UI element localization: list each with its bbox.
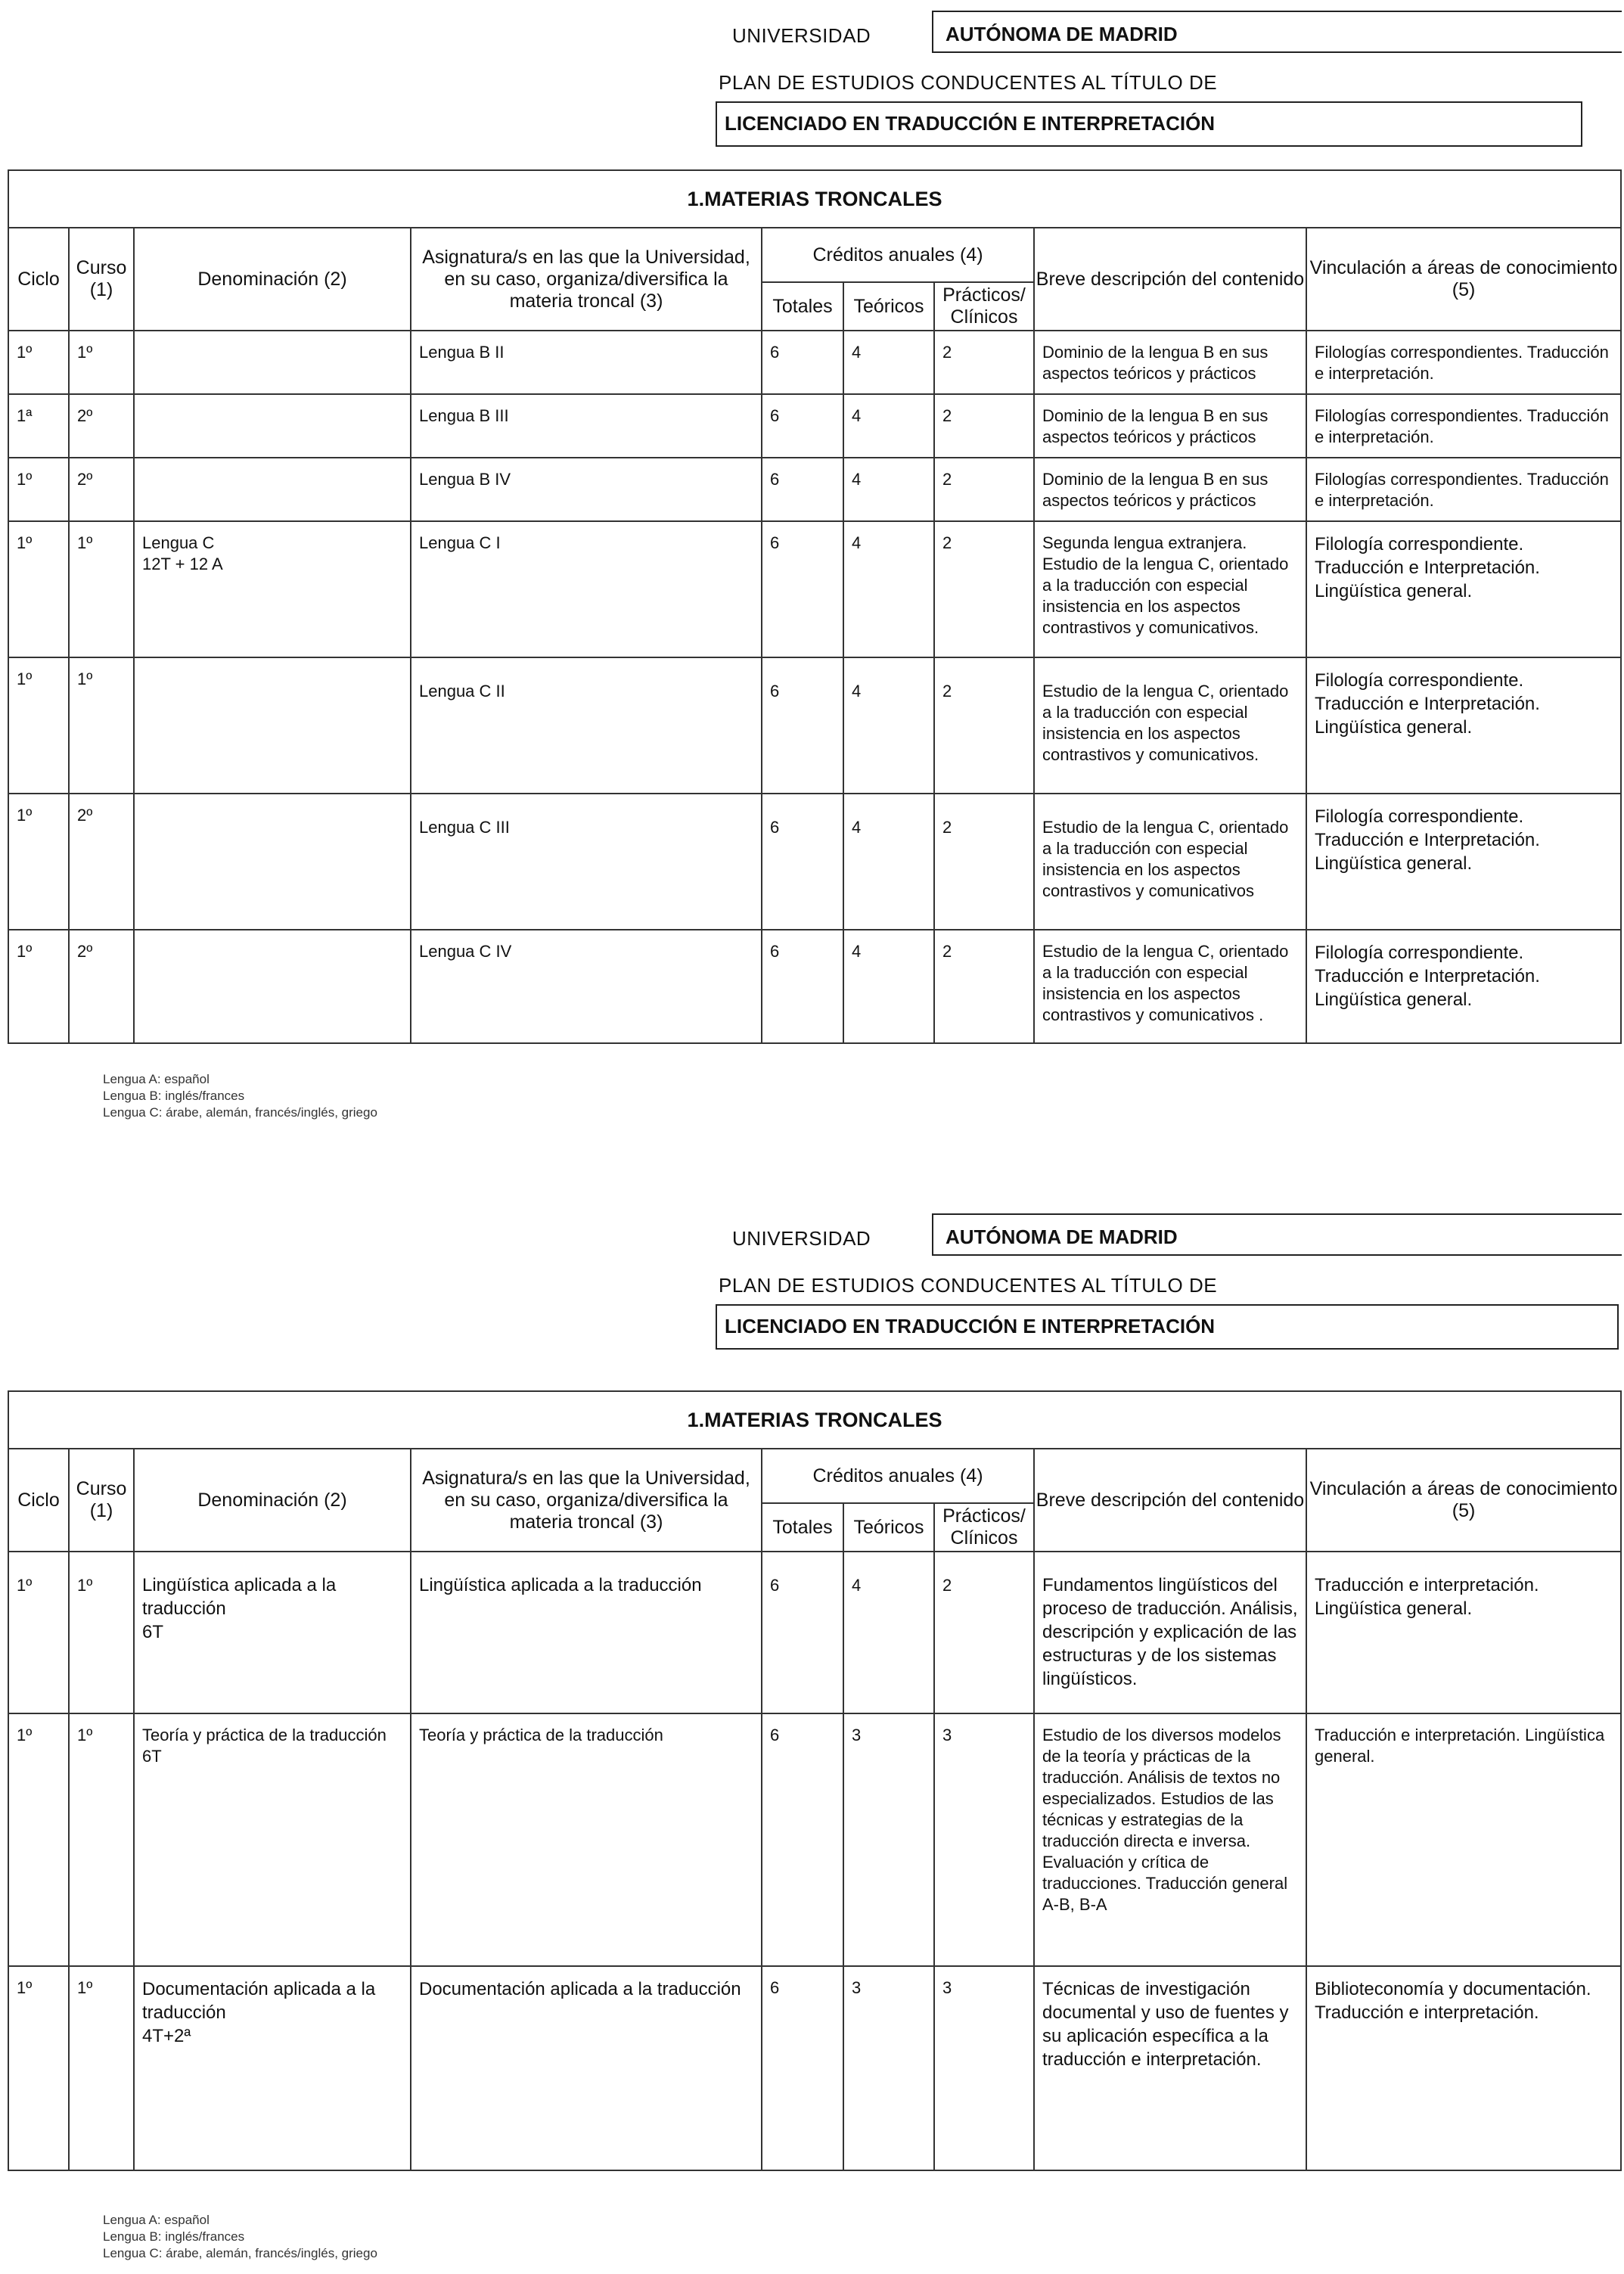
universidad-box (932, 1213, 1622, 1256)
cell-curso: 1º (77, 343, 93, 362)
cell-teoricos: 4 (852, 818, 862, 837)
cell-descripcion: Dominio de la lengua B en sus aspectos teóricos y prácticos (1042, 406, 1268, 446)
plan-label: PLAN DE ESTUDIOS CONDUCENTES AL TÍTULO DE (719, 71, 1218, 94)
col-ciclo: Ciclo (8, 228, 69, 331)
table-row (8, 458, 1621, 521)
cell-practicos: 2 (942, 942, 952, 961)
cell-denominacion (135, 395, 410, 405)
cell-denominacion (135, 331, 410, 342)
cell-vinculacion: Filología correspondiente. Traducción e Interpretación. Lingüística general. (1315, 943, 1540, 1010)
cell-denominacion: Documentación aplicada a la traducción 4T+2ª (142, 1979, 376, 2046)
cell-descripcion: Estudio de la lengua C, orientado a la traducción con especial insistencia en los aspectos contrastivos y comunicativos. (1042, 682, 1289, 764)
col-curso: Curso (1) (69, 228, 134, 331)
cell-totales: 6 (770, 470, 780, 489)
footnotes (103, 1071, 377, 1121)
col-totales: Totales (762, 1503, 843, 1552)
cell-vinculacion: Filología correspondiente. Traducción e Interpretación. Lingüística general. (1315, 534, 1540, 601)
universidad-value: AUTÓNOMA DE MADRID (946, 23, 1178, 45)
cell-asignatura: Lingüística aplicada a la traducción (419, 1575, 702, 1595)
cell-ciclo: 1º (17, 470, 33, 489)
cell-descripcion: Fundamentos lingüísticos del proceso de traducción. Análisis, descripción y explicación de las estructuras y de los sistemas lingüísticos. (1042, 1575, 1298, 1689)
titulo-value: LICENCIADO EN TRADUCCIÓN E INTERPRETACIÓN (725, 112, 1216, 135)
col-practicos: Prácticos/ Clínicos (934, 1503, 1034, 1552)
cell-descripcion: Técnicas de investigación documental y uso de fuentes y su aplicación específica a la traducción e interpretación. (1042, 1979, 1289, 2070)
cell-denominacion (135, 458, 410, 469)
cell-practicos: 3 (942, 1726, 952, 1744)
cell-teoricos: 4 (852, 406, 862, 425)
universidad-value: AUTÓNOMA DE MADRID (946, 1226, 1178, 1248)
footnote-lengua-b: Lengua B: inglés/frances (103, 1089, 245, 1103)
cell-asignatura: Documentación aplicada a la traducción (419, 1979, 741, 1999)
col-denominacion: Denominación (2) (134, 228, 411, 331)
cell-teoricos: 4 (852, 682, 862, 701)
cell-curso: 2º (77, 806, 93, 825)
cell-practicos: 2 (942, 470, 952, 489)
plan-label: PLAN DE ESTUDIOS CONDUCENTES AL TÍTULO DE (719, 1274, 1218, 1297)
cell-vinculacion: Traducción e interpretación. Lingüística general. (1315, 1726, 1605, 1766)
cell-curso: 1º (77, 1726, 93, 1744)
cell-asignatura: Lengua B III (419, 406, 509, 425)
cell-denominacion (135, 658, 410, 669)
cell-teoricos: 4 (852, 470, 862, 489)
cell-asignatura: Lengua C II (419, 682, 505, 701)
col-curso: Curso (1) (69, 1449, 134, 1552)
cell-curso: 1º (77, 669, 93, 688)
cell-totales: 6 (770, 406, 780, 425)
titulo-box (716, 1304, 1619, 1350)
cell-totales: 6 (770, 1978, 780, 1997)
col-vinculacion: Vinculación a áreas de conocimiento (5) (1306, 1449, 1621, 1552)
table-row (8, 1552, 1621, 1713)
cell-totales: 6 (770, 682, 780, 701)
cell-ciclo: 1º (17, 1726, 33, 1744)
cell-denominacion (135, 930, 410, 941)
cell-descripcion: Estudio de la lengua C, orientado a la traducción con especial insistencia en los aspectos contrastivos y comunicativos (1042, 818, 1289, 900)
cell-asignatura: Lengua B II (419, 343, 505, 362)
cell-totales: 6 (770, 818, 780, 837)
table-title: 1.MATERIAS TRONCALES (8, 1391, 1621, 1449)
cell-totales: 6 (770, 1726, 780, 1744)
col-ciclo: Ciclo (8, 1449, 69, 1552)
cell-ciclo: 1º (17, 1978, 33, 1997)
cell-denominacion: Lengua C 12T + 12 A (142, 533, 223, 573)
cell-practicos: 2 (942, 818, 952, 837)
table-row (8, 930, 1621, 1043)
cell-practicos: 2 (942, 343, 952, 362)
footnote-lengua-a: Lengua A: español (103, 1072, 210, 1086)
cell-practicos: 2 (942, 406, 952, 425)
titulo-value: LICENCIADO EN TRADUCCIÓN E INTERPRETACIÓN (725, 1315, 1216, 1337)
col-vinculacion: Vinculación a áreas de conocimiento (5) (1306, 228, 1621, 331)
universidad-box (932, 11, 1622, 53)
universidad-label: UNIVERSIDAD (732, 24, 871, 47)
footnotes (103, 2212, 377, 2262)
cell-descripcion: Estudio de la lengua C, orientado a la traducción con especial insistencia en los aspectos contrastivos y comunicativos . (1042, 942, 1289, 1024)
footnote-lengua-a: Lengua A: español (103, 2213, 210, 2227)
cell-vinculacion: Filologías correspondientes. Traducción e interpretación. (1315, 406, 1609, 446)
cell-curso: 1º (77, 1978, 93, 1997)
cell-vinculacion: Filologías correspondientes. Traducción e interpretación. (1315, 470, 1609, 510)
cell-asignatura: Lengua C IV (419, 942, 512, 961)
table-row (8, 657, 1621, 794)
col-totales: Totales (762, 282, 843, 331)
col-teoricos: Teóricos (843, 282, 934, 331)
cell-denominacion (135, 794, 410, 805)
cell-descripcion: Dominio de la lengua B en sus aspectos teóricos y prácticos (1042, 470, 1268, 510)
cell-vinculacion: Filología correspondiente. Traducción e Interpretación. Lingüística general. (1315, 806, 1540, 874)
cell-ciclo: 1º (17, 806, 33, 825)
page-2 (0, 1203, 1624, 2274)
col-asignatura: Asignatura/s en las que la Universidad, en su caso, organiza/diversifica la materia troncal (3) (411, 228, 762, 331)
cell-descripcion: Dominio de la lengua B en sus aspectos teóricos y prácticos (1042, 343, 1268, 383)
titulo-box (716, 101, 1582, 147)
footnote-lengua-c: Lengua C: árabe, alemán, francés/inglés, griego (103, 1105, 377, 1120)
footnote-lengua-b: Lengua B: inglés/frances (103, 2229, 245, 2244)
cell-totales: 6 (770, 942, 780, 961)
cell-vinculacion: Biblioteconomía y documentación. Traducción e interpretación. (1315, 1979, 1591, 2023)
cell-descripcion: Estudio de los diversos modelos de la teoría y prácticas de la traducción. Análisis de textos no especializados. Estudios de las técnicas y estrategias de la traducción directa e inversa. Evaluación y crítica de traducciones. Traducción general A-B, B-A (1042, 1726, 1288, 1914)
cell-practicos: 2 (942, 682, 952, 701)
cell-curso: 2º (77, 942, 93, 961)
cell-asignatura: Teoría y práctica de la traducción (419, 1726, 663, 1744)
cell-practicos: 2 (942, 533, 952, 552)
cell-teoricos: 4 (852, 533, 862, 552)
cell-vinculacion: Filología correspondiente. Traducción e Interpretación. Lingüística general. (1315, 670, 1540, 738)
cell-vinculacion: Traducción e interpretación. Lingüística general. (1315, 1575, 1539, 1619)
col-asignatura: Asignatura/s en las que la Universidad, en su caso, organiza/diversifica la materia troncal (3) (411, 1449, 762, 1552)
cell-ciclo: 1ª (17, 406, 33, 425)
footnote-lengua-c: Lengua C: árabe, alemán, francés/inglés, griego (103, 2246, 377, 2260)
cell-teoricos: 3 (852, 1726, 862, 1744)
col-descripcion: Breve descripción del contenido (1034, 1449, 1306, 1552)
cell-denominacion: Lingüística aplicada a la traducción 6T (142, 1575, 337, 1642)
cell-practicos: 3 (942, 1978, 952, 1997)
col-teoricos: Teóricos (843, 1503, 934, 1552)
universidad-label: UNIVERSIDAD (732, 1227, 871, 1250)
cell-ciclo: 1º (17, 942, 33, 961)
col-creditos: Créditos anuales (4) (762, 228, 1034, 282)
cell-totales: 6 (770, 343, 780, 362)
materias-table-1 (8, 169, 1622, 1044)
cell-teoricos: 4 (852, 343, 862, 362)
cell-asignatura: Lengua C III (419, 818, 510, 837)
cell-denominacion: Teoría y práctica de la traducción 6T (142, 1726, 387, 1766)
cell-teoricos: 4 (852, 942, 862, 961)
table-row (8, 1713, 1621, 1966)
table-title: 1.MATERIAS TRONCALES (8, 170, 1621, 228)
cell-ciclo: 1º (17, 533, 33, 552)
cell-ciclo: 1º (17, 669, 33, 688)
cell-teoricos: 3 (852, 1978, 862, 1997)
cell-totales: 6 (770, 533, 780, 552)
cell-ciclo: 1º (17, 343, 33, 362)
cell-asignatura: Lengua C I (419, 533, 501, 552)
cell-ciclo: 1º (17, 1576, 33, 1595)
col-descripcion: Breve descripción del contenido (1034, 228, 1306, 331)
cell-totales: 6 (770, 1576, 780, 1595)
cell-vinculacion: Filologías correspondientes. Traducción e interpretación. (1315, 343, 1609, 383)
cell-curso: 1º (77, 1576, 93, 1595)
table-row (8, 794, 1621, 930)
cell-curso: 2º (77, 406, 93, 425)
col-creditos: Créditos anuales (4) (762, 1449, 1034, 1503)
col-practicos: Prácticos/ Clínicos (934, 282, 1034, 331)
materias-table-2 (8, 1390, 1622, 2171)
cell-practicos: 2 (942, 1576, 952, 1595)
cell-curso: 2º (77, 470, 93, 489)
table-row (8, 394, 1621, 458)
cell-curso: 1º (77, 533, 93, 552)
table-row (8, 331, 1621, 394)
table-row (8, 1966, 1621, 2170)
table-row (8, 521, 1621, 657)
cell-asignatura: Lengua B IV (419, 470, 511, 489)
col-denominacion: Denominación (2) (134, 1449, 411, 1552)
cell-teoricos: 4 (852, 1576, 862, 1595)
cell-descripcion: Segunda lengua extranjera. Estudio de la lengua C, orientado a la traducción con especial insistencia en los aspectos contrastivos y comunicativos. (1042, 533, 1289, 637)
